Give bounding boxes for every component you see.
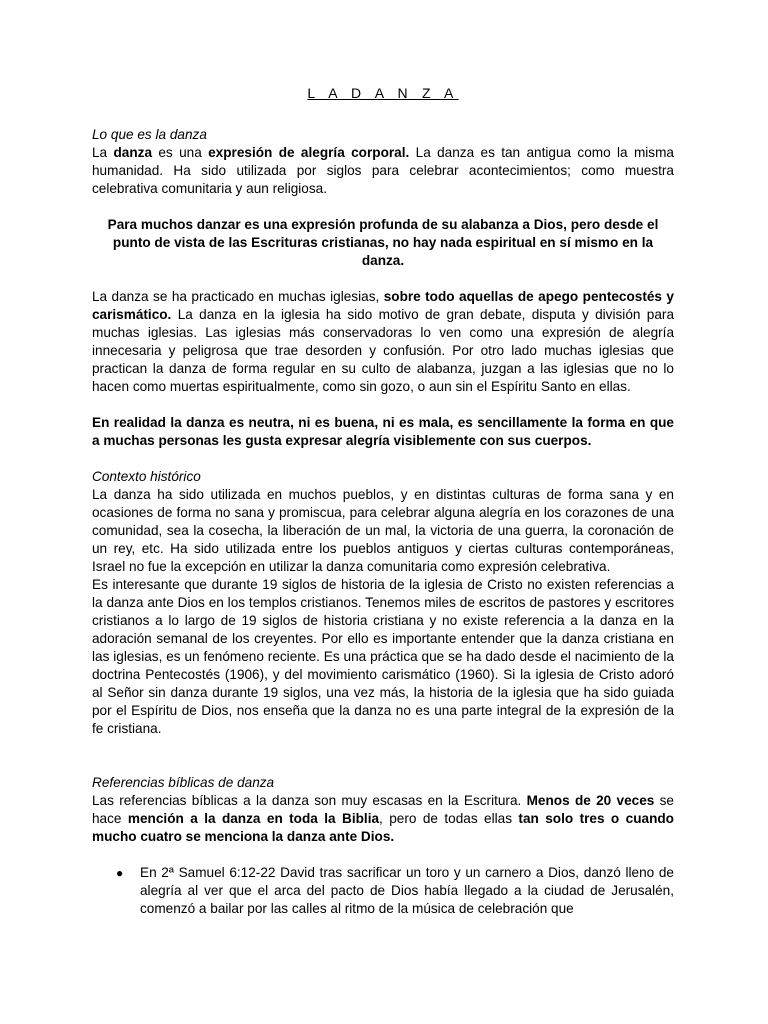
section-heading-historical-context: Contexto histórico [92, 469, 201, 484]
document-title: L A D A N Z A [307, 85, 459, 101]
bold-paragraph-neutral: En realidad la danza es neutra, ni es buena, ni es mala, es sencillamente la forma en que a muchas personas les gusta expresar alegría visiblemente con sus cuerpos. [92, 415, 674, 448]
section-heading-what-is-dance: Lo que es la danza [92, 127, 207, 142]
paragraph-biblical-references: Las referencias bíblicas a la danza son muy escasas en la Escritura. Menos de 20 veces se hace mención a la danza en toda la Biblia, pero de todas ellas tan solo tres o cuando mucho cuatro se menciona la danza ante Dios. [92, 793, 674, 844]
bullet-list [92, 864, 674, 918]
centered-bold-statement: Para muchos danzar es una expresión profunda de su alabanza a Dios, pero desde el punto de vista de las Escrituras cristianas, no hay nada espiritual en sí mismo en la danza. [107, 217, 659, 268]
paragraph-history-1: La danza ha sido utilizada en muchos pueblos, y en distintas culturas de forma sana y en ocasiones de forma no sana y promiscua, para celebrar alguna alegría en los corazones de una comunidad, sea la cosecha, la liberación de un mal, la victoria de una guerra, la coronación de un rey, etc. Ha sido utilizada entre los pueblos antiguos y ciertas culturas contemporáneas, Israel no fue la excepción en utilizar la danza comunitaria como expresión celebrativa. [92, 487, 674, 574]
paragraph-history-2: Es interesante que durante 19 siglos de historia de la iglesia de Cristo no existen referencias a la danza ante Dios en los templos cristianos. Tenemos miles de escritos de pastores y escritores cristianos a lo largo de 19 siglos de historia cristiana y no existe referencia a la danza en la adoración semanal de los creyentes. Por ello es importante entender que la danza cristiana en las iglesias, es un fenómeno reciente. Es una práctica que se ha dado desde el nacimiento de la doctrina Pentecostés (1906), y del movimiento carismático (1960). Si la iglesia de Cristo adoró al Señor sin danza durante 19 siglos, una vez más, la historia de la iglesia que ha sido guiada por el Espíritu de Dios, nos enseña que la danza no es una parte integral de la expresión de la fe cristiana. [92, 577, 674, 736]
document-page [92, 84, 674, 918]
paragraph-churches: La danza se ha practicado en muchas iglesias, sobre todo aquellas de apego pentecostés y carismático. La danza en la iglesia ha sido motivo de gran debate, disputa y división para muchas iglesias. Las iglesias más conservadoras lo ven como una expresión de alegría innecesaria y peligrosa que trae desorden y confusión. Por otro lado muchas iglesias que practican la danza de forma regular en su culto de alabanza, juzgan a las iglesias que no lo hacen como muertas espiritualmente, como sin gozo, o aun sin el Espíritu Santo en ellas. [92, 289, 674, 394]
list-item [92, 864, 674, 918]
section-heading-biblical-references: Referencias bíblicas de danza [92, 775, 275, 790]
paragraph-definition: La danza es una expresión de alegría corporal. La danza es tan antigua como la misma humanidad. Ha sido utilizada por siglos para celebrar acontecimientos; como muestra celebrativa comunitaria y aun religiosa. [92, 145, 674, 196]
bullet-icon: ● [116, 866, 124, 880]
list-item-text: En 2ª Samuel 6:12-22 David tras sacrificar un toro y un carnero a Dios, danzó lleno de alegría al ver que el arca del pacto de Dios había llegado a la ciudad de Jerusalén, comenzó a bailar por las calles al ritmo de la música de celebración que [140, 865, 674, 916]
